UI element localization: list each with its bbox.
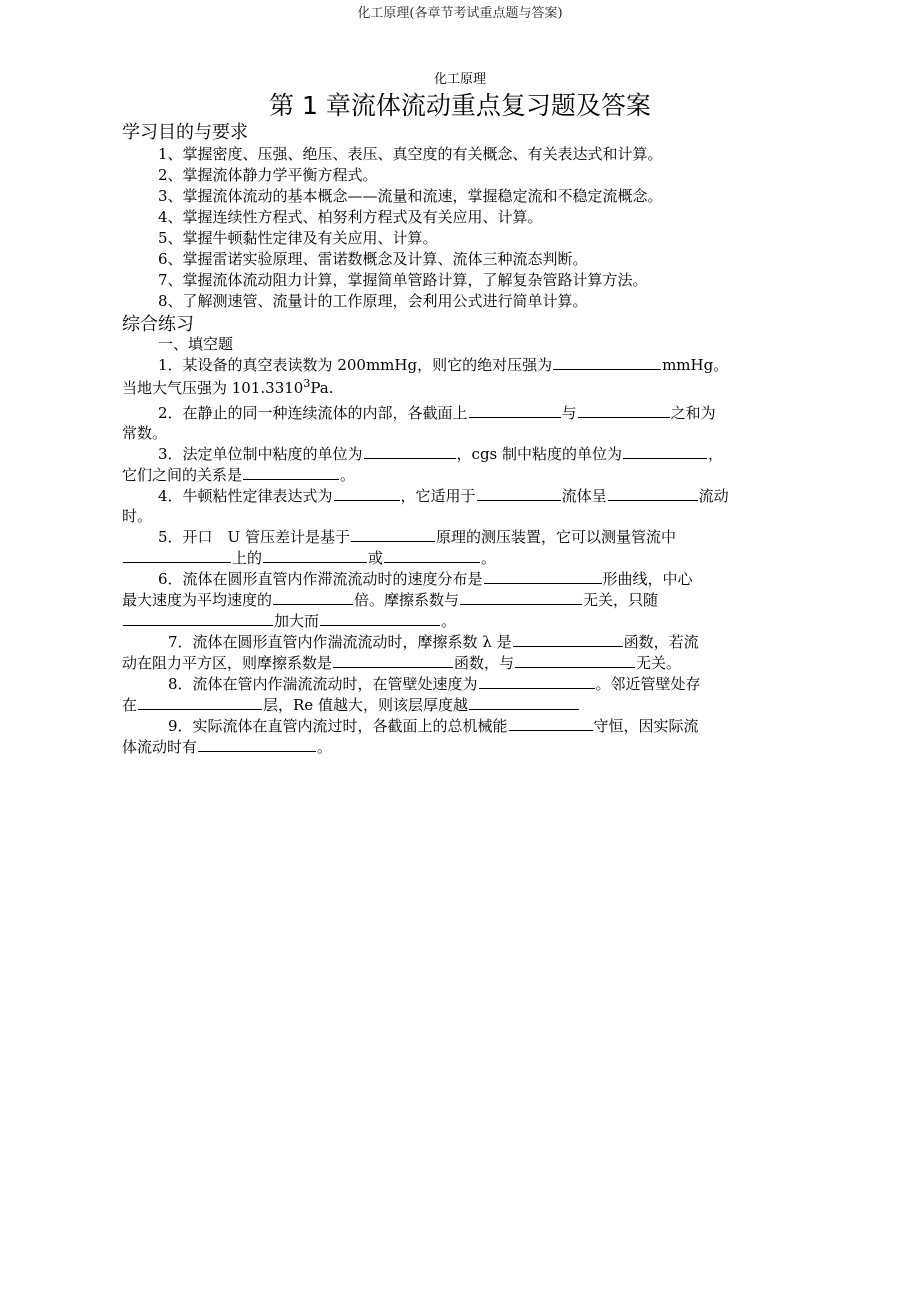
answer-blank[interactable] <box>469 402 561 418</box>
question-6: 6．流体在圆形直管内作滞流流动时的速度分布是 形曲线，中心 <box>158 570 693 588</box>
goal-item: 8、了解测速管、流量计的工作原理，会利用公式进行简单计算。 <box>158 292 588 310</box>
question-1: 1．某设备的真空表读数为 200mmHg，则它的绝对压强为 mmHg。 <box>158 356 729 374</box>
answer-blank[interactable] <box>198 736 316 752</box>
question-9: 9．实际流体在直管内流过时，各截面上的总机械能 守恒，因实际流 <box>168 717 699 735</box>
goal-item: 4、掌握连续性方程式、柏努利方程式及有关应用、计算。 <box>158 208 543 226</box>
fill-blank-heading: 一、填空题 <box>158 335 234 353</box>
answer-blank[interactable] <box>553 354 661 370</box>
question-3: 3．法定单位制中粘度的单位为 ，cgs 制中粘度的单位为 ， <box>158 445 724 463</box>
question-2-cont: 常数。 <box>122 424 168 442</box>
answer-blank[interactable] <box>608 485 698 501</box>
question-9-cont: 体流动时有 。 <box>122 738 333 756</box>
answer-blank[interactable] <box>243 464 339 480</box>
answer-blank[interactable] <box>515 652 635 668</box>
answer-blank[interactable] <box>477 485 561 501</box>
question-6-cont: 最大速度为平均速度的 倍。摩擦系数与 无关，只随 <box>122 591 659 609</box>
answer-blank[interactable] <box>509 715 593 731</box>
goal-item: 2、掌握流体静力学平衡方程式。 <box>158 166 378 184</box>
goals-heading: 学习目的与要求 <box>122 122 248 143</box>
question-7: 7．流体在圆形直管内作湍流流动时，摩擦系数 λ 是 函数，若流 <box>168 633 699 651</box>
answer-blank[interactable] <box>479 673 595 689</box>
goal-item: 3、掌握流体流动的基本概念——流量和流速，掌握稳定流和不稳定流概念。 <box>158 187 663 205</box>
answer-blank[interactable] <box>320 610 440 626</box>
answer-blank[interactable] <box>334 485 400 501</box>
question-8-cont: 在 层，Re 值越大，则该层厚度越 <box>122 694 580 715</box>
goal-item: 1、掌握密度、压强、绝压、表压、真空度的有关概念、有关表达式和计算。 <box>158 145 663 163</box>
question-6-cont: 加大而 。 <box>122 610 456 631</box>
answer-blank[interactable] <box>263 547 367 563</box>
answer-blank[interactable] <box>351 526 435 542</box>
chapter-title: 第 1 章流体流动重点复习题及答案 <box>269 91 651 120</box>
answer-blank[interactable] <box>513 631 623 647</box>
question-5-cont: 上的 或 。 <box>122 547 496 568</box>
answer-blank[interactable] <box>123 547 231 563</box>
answer-blank[interactable] <box>333 652 453 668</box>
answer-blank[interactable] <box>623 443 707 459</box>
answer-blank[interactable] <box>460 589 582 605</box>
answer-blank[interactable] <box>138 694 262 710</box>
question-8: 8．流体在管内作湍流流动时，在管壁处速度为 。邻近管壁处存 <box>168 675 701 693</box>
answer-blank[interactable] <box>273 589 353 605</box>
question-3-cont: 它们之间的关系是 。 <box>122 466 356 484</box>
answer-blank[interactable] <box>123 610 273 626</box>
goal-item: 7、掌握流体流动阻力计算，掌握简单管路计算，了解复杂管路计算方法。 <box>158 271 648 289</box>
answer-blank[interactable] <box>384 547 480 563</box>
document-header: 化工原理(各章节考试重点题与答案) <box>357 6 563 21</box>
goal-item: 5、掌握牛顿黏性定律及有关应用、计算。 <box>158 229 438 247</box>
question-4: 4．牛顿粘性定律表达式为 ，它适用于 流体呈 流动 <box>158 487 729 505</box>
question-4-cont: 时。 <box>122 507 153 525</box>
practice-heading: 综合练习 <box>122 314 194 335</box>
goal-item: 6、掌握雷诺实验原理、雷诺数概念及计算、流体三种流态判断。 <box>158 250 588 268</box>
question-1-cont: 当地大气压强为 101.3310$^3$Pa. <box>122 377 334 397</box>
question-5: 5．开口 U 管压差计是基于 原理的测压装置，它可以测量管流中 <box>158 528 676 546</box>
question-7-cont: 动在阻力平方区，则摩擦系数是 函数，与 无关。 <box>122 654 682 672</box>
answer-blank[interactable] <box>484 568 602 584</box>
answer-blank[interactable] <box>364 443 456 459</box>
answer-blank[interactable] <box>469 694 579 710</box>
question-2: 2．在静止的同一种连续流体的内部，各截面上 与 之和为 <box>158 404 716 422</box>
subject-label: 化工原理 <box>433 72 486 87</box>
answer-blank[interactable] <box>578 402 670 418</box>
